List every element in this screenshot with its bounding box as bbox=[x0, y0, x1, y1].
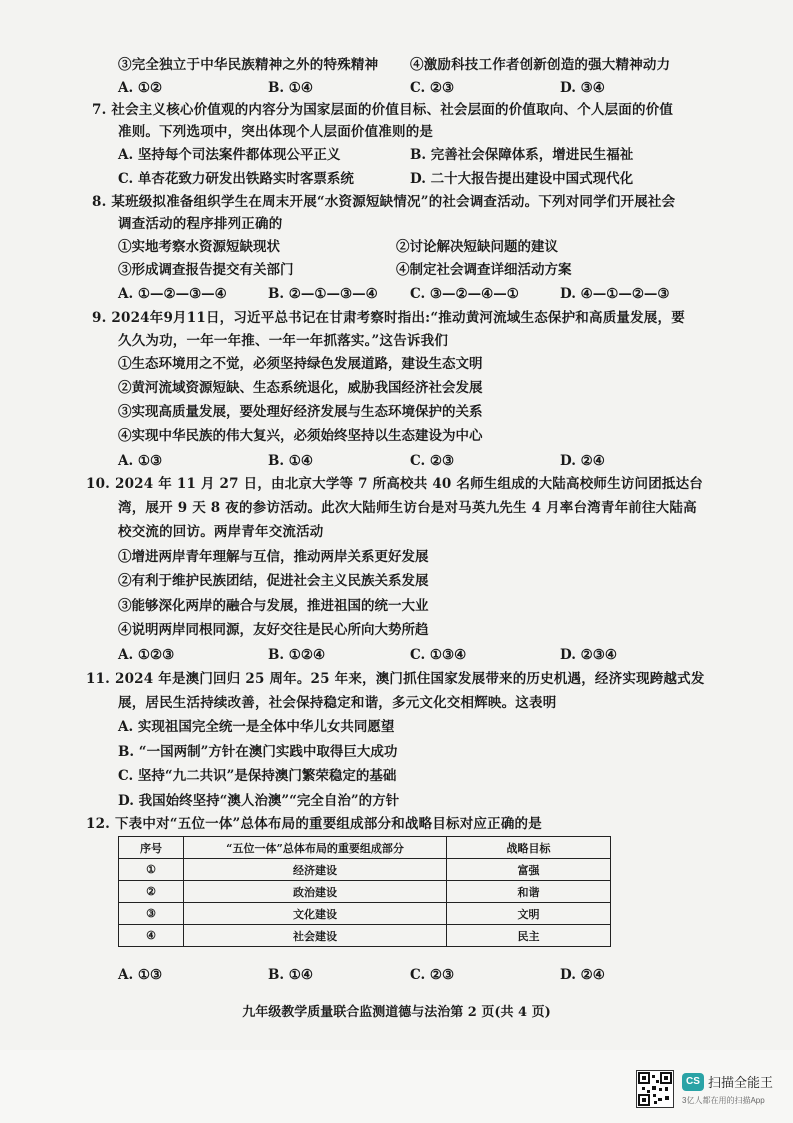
q8-item-2: ②讨论解决短缺问题的建议 bbox=[396, 239, 558, 255]
table-cell: 和谐 bbox=[447, 881, 611, 903]
q11-option-d: D. 我国始终坚持“澳人治澳”“完全自治”的方针 bbox=[118, 793, 400, 809]
q6-option-c: C. ②③ bbox=[410, 80, 455, 96]
q11-option-c: C. 坚持“九二共识”是保持澳门繁荣稳定的基础 bbox=[118, 768, 397, 784]
q10-stem-3: 校交流的回访。两岸青年交流活动 bbox=[118, 524, 324, 540]
table-header-row bbox=[119, 837, 611, 859]
table-header-cell: “五位一体”总体布局的重要组成部分 bbox=[184, 837, 447, 859]
q10-stem-1: 10. 2024 年 11 月 27 日，由北京大学等 7 所高校共 40 名师生组成的大陆高校师生访问团抵达台 bbox=[86, 476, 704, 492]
q6-item-4: ④激励科技工作者创新创造的强大精神动力 bbox=[410, 57, 671, 73]
table-cell: 经济建设 bbox=[184, 859, 447, 881]
q12-option-a: A. ①③ bbox=[118, 967, 163, 983]
q7-stem-2: 准则。下列选项中，突出体现个人层面价值准则的是 bbox=[118, 124, 434, 140]
q12-option-c: C. ②③ bbox=[410, 967, 455, 983]
q9-option-d: D. ②④ bbox=[560, 453, 605, 469]
table-row bbox=[119, 925, 611, 947]
qr-code-icon bbox=[636, 1070, 674, 1108]
q9-item-2: ②黄河流域资源短缺、生态系统退化，威胁我国经济社会发展 bbox=[118, 380, 483, 396]
table-cell: 政治建设 bbox=[184, 881, 447, 903]
q9-item-3: ③实现高质量发展，要处理好经济发展与生态环境保护的关系 bbox=[118, 404, 483, 420]
q7-stem-1: 7. 社会主义核心价值观的内容分为国家层面的价值目标、社会层面的价值取向、个人层面的价值 bbox=[92, 102, 674, 118]
q12-stem: 12. 下表中对“五位一体”总体布局的重要组成部分和战略目标对应正确的是 bbox=[86, 816, 542, 832]
table-row bbox=[119, 903, 611, 925]
q10-option-a: A. ①②③ bbox=[118, 647, 175, 663]
table-row bbox=[119, 881, 611, 903]
q6-option-a: A. ①② bbox=[118, 80, 163, 96]
table-cell: ④ bbox=[119, 925, 184, 947]
q10-option-c: C. ①③④ bbox=[410, 647, 467, 663]
q9-item-1: ①生态环境用之不觉，必须坚持绿色发展道路，建设生态文明 bbox=[118, 356, 483, 372]
table-header-cell: 序号 bbox=[119, 837, 184, 859]
q7-option-d: D. 二十大报告提出建设中国式现代化 bbox=[410, 171, 634, 187]
q8-option-a: A. ①—②—③—④ bbox=[118, 286, 227, 302]
q10-item-1: ①增进两岸青年理解与互信，推动两岸关系更好发展 bbox=[118, 549, 429, 565]
q11-option-b: B. “一国两制”方针在澳门实践中取得巨大成功 bbox=[118, 744, 398, 760]
q8-item-3: ③形成调查报告提交有关部门 bbox=[118, 262, 294, 278]
q12-option-b: B. ①④ bbox=[268, 967, 314, 983]
q8-option-c: C. ③—②—④—① bbox=[410, 286, 519, 302]
watermark-tagline: 3亿人都在用的扫描App bbox=[682, 1096, 765, 1105]
q10-item-2: ②有利于维护民族团结，促进社会主义民族关系发展 bbox=[118, 573, 429, 589]
q6-option-b: B. ①④ bbox=[268, 80, 314, 96]
q9-stem-1: 9. 2024年9月11日，习近平总书记在甘肃考察时指出:“推动黄河流域生态保护和高质量发展，要 bbox=[92, 310, 685, 326]
q11-option-a: A. 实现祖国完全统一是全体中华儿女共同愿望 bbox=[118, 719, 395, 735]
watermark-app-name: 扫描全能王 bbox=[708, 1075, 774, 1090]
table-header-cell: 战略目标 bbox=[447, 837, 611, 859]
q7-option-b: B. 完善社会保障体系，增进民生福祉 bbox=[410, 147, 634, 163]
table-cell: 民主 bbox=[447, 925, 611, 947]
table-cell: ① bbox=[119, 859, 184, 881]
q8-item-1: ①实地考察水资源短缺现状 bbox=[118, 239, 280, 255]
q9-item-4: ④实现中华民族的伟大复兴，必须始终坚持以生态建设为中心 bbox=[118, 428, 483, 444]
table-cell: ② bbox=[119, 881, 184, 903]
q8-stem-2: 调查活动的程序排列正确的 bbox=[118, 216, 283, 232]
q12-table bbox=[118, 836, 611, 947]
table-cell: 社会建设 bbox=[184, 925, 447, 947]
q10-stem-2: 湾，展开 9 天 8 夜的参访活动。此次大陆师生访台是对马英九先生 4 月率台湾青年前往大陆高 bbox=[118, 500, 697, 516]
q8-option-d: D. ④—①—②—③ bbox=[560, 286, 670, 302]
q9-option-a: A. ①③ bbox=[118, 453, 163, 469]
q11-stem-1: 11. 2024 年是澳门回归 25 周年。25 年来，澳门抓住国家发展带来的历史机遇，经济实现跨越式发 bbox=[86, 671, 705, 687]
q8-stem-1: 8. 某班级拟准备组织学生在周末开展“水资源短缺情况”的社会调查活动。下列对同学们开展社会 bbox=[92, 194, 676, 210]
q7-option-c: C. 单杏花致力研发出铁路实时客票系统 bbox=[118, 171, 354, 187]
page-footer: 九年级教学质量联合监测道德与法治第 2 页(共 4 页) bbox=[242, 1005, 551, 1020]
q9-stem-2: 久久为功，一年一年推、一年一年抓落实。”这告诉我们 bbox=[118, 333, 449, 349]
table-cell: 文明 bbox=[447, 903, 611, 925]
q11-stem-2: 展，居民生活持续改善，社会保持稳定和谐，多元文化交相辉映。这表明 bbox=[118, 695, 557, 711]
table-row bbox=[119, 859, 611, 881]
q7-option-a: A. 坚持每个司法案件都体现公平正义 bbox=[118, 147, 341, 163]
q10-item-3: ③能够深化两岸的融合与发展，推进祖国的统一大业 bbox=[118, 598, 429, 614]
q6-option-d: D. ③④ bbox=[560, 80, 605, 96]
q9-option-b: B. ①④ bbox=[268, 453, 314, 469]
q9-option-c: C. ②③ bbox=[410, 453, 455, 469]
table-cell: 富强 bbox=[447, 859, 611, 881]
table-cell: ③ bbox=[119, 903, 184, 925]
q6-item-3: ③完全独立于中华民族精神之外的特殊精神 bbox=[118, 57, 379, 73]
q10-option-b: B. ①②④ bbox=[268, 647, 326, 663]
camscanner-logo-icon: CS bbox=[682, 1073, 704, 1091]
q10-option-d: D. ②③④ bbox=[560, 647, 617, 663]
q10-item-4: ④说明两岸同根同源，友好交往是民心所向大势所趋 bbox=[118, 622, 429, 638]
q8-option-b: B. ②—①—③—④ bbox=[268, 286, 378, 302]
table-cell: 文化建设 bbox=[184, 903, 447, 925]
q8-item-4: ④制定社会调查详细活动方案 bbox=[396, 262, 572, 278]
q12-option-d: D. ②④ bbox=[560, 967, 605, 983]
